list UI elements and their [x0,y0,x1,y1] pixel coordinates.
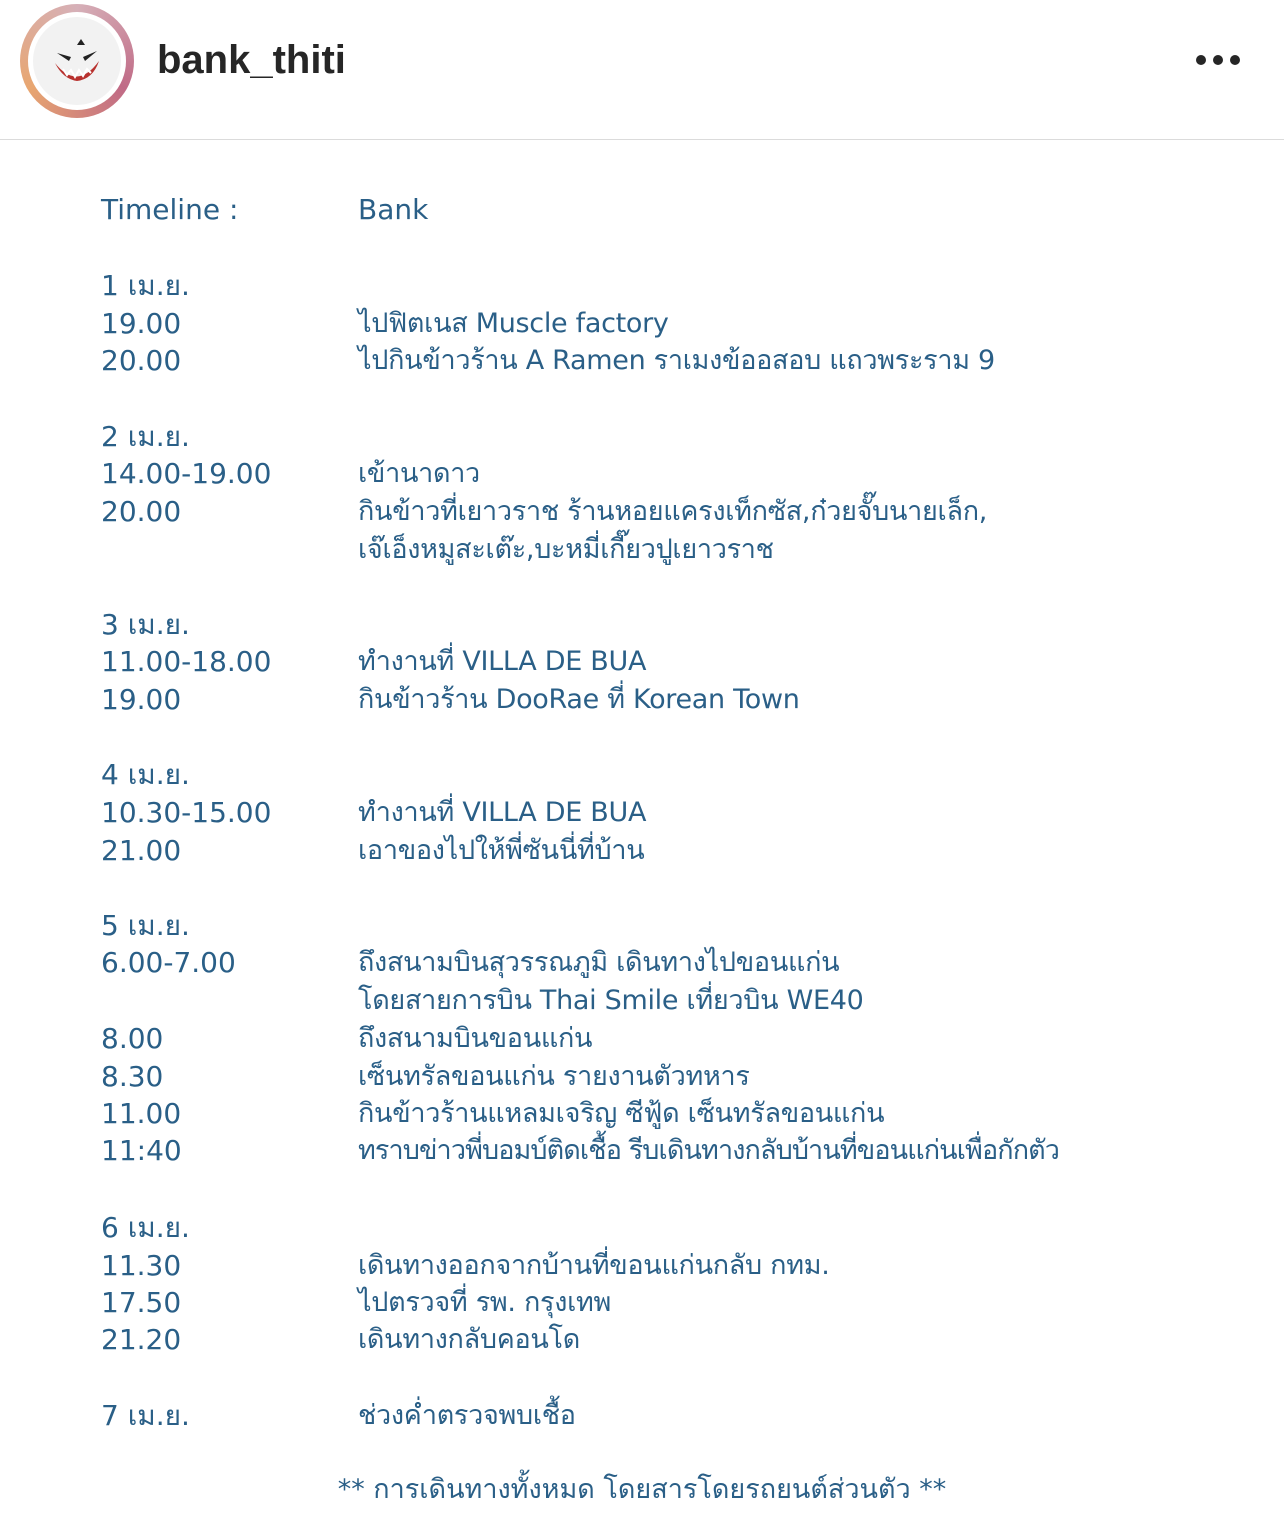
entry-time: 19.00 [101,683,182,716]
entry-text: เดินทางออกจากบ้านที่ขอนแก่นกลับ กทม. [358,1250,830,1281]
entry-time: 10.30-15.00 [101,796,272,829]
timeline-label: Timeline : [101,193,239,226]
entry-time: 11.00 [101,1097,182,1130]
entry-text: ไปกินข้าวร้าน A Ramen ราเมงข้ออสอบ แถวพระราม 9 [358,345,995,376]
more-options-button[interactable] [1188,40,1248,80]
entry-text: ทำงานที่ VILLA DE BUA [358,646,647,677]
footer-note: ** การเดินทางทั้งหมด โดยสารโดยรถยนต์ส่วนตัว ** [337,1474,947,1505]
day-date: 2 เม.ย. [101,420,190,453]
day-date: 3 เม.ย. [101,608,190,641]
day-date: 4 เม.ย. [101,758,190,791]
avatar[interactable] [28,12,126,110]
avatar-story-ring[interactable] [20,4,134,118]
entry-time: 11.30 [101,1249,182,1282]
entry-text: กินข้าวร้านแหลมเจริญ ซีฟู้ด เซ็นทรัลขอนแก่น [358,1098,885,1129]
entry-text: กินข้าวที่เยาวราช ร้านหอยแครงเท็กซัส,ก๋วยจั๊บนายเล็ก, [358,496,988,527]
post-image-timeline [0,141,1284,1539]
entry-time: 20.00 [101,495,182,528]
entry-text: เข้านาดาว [358,458,480,489]
entry-text: เอาของไปให้พี่ซันนี่ที่บ้าน [358,835,645,866]
entry-text: โดยสายการบิน Thai Smile เที่ยวบิน WE40 [358,985,864,1016]
day-date: 1 เม.ย. [101,269,190,302]
post-header [0,0,1284,140]
entry-time: 19.00 [101,307,182,340]
entry-text: ถึงสนามบินขอนแก่น [358,1023,593,1054]
entry-time: 21.20 [101,1323,182,1356]
entry-time: 11.00-18.00 [101,645,272,678]
entry-time: 8.30 [101,1060,164,1093]
day-date: 6 เม.ย. [101,1211,190,1244]
timeline-person: Bank [358,193,429,226]
day-note: ช่วงค่ำตรวจพบเชื้อ [358,1400,576,1431]
entry-text: ถึงสนามบินสุวรรณภูมิ เดินทางไปขอนแก่น [358,947,840,978]
entry-text: ไปฟิตเนส Muscle factory [358,308,669,339]
entry-text: ทราบข่าวพี่บอมบ์ติดเชื้อ รีบเดินทางกลับบ้านที่ขอนแก่นเพื่อกักตัว [358,1135,1060,1166]
entry-time: 6.00-7.00 [101,946,236,979]
entry-time: 14.00-19.00 [101,457,272,490]
day-date: 7 เม.ย. [101,1399,190,1432]
entry-text: เซ็นทรัลขอนแก่น รายงานตัวทหาร [358,1061,750,1092]
joker-face-icon [33,17,121,105]
entry-time: 17.50 [101,1286,182,1319]
entry-text: เดินทางกลับคอนโด [358,1324,580,1355]
entry-time: 20.00 [101,344,182,377]
entry-text: ไปตรวจที่ รพ. กรุงเทพ [358,1287,612,1318]
more-horizontal-icon [1195,54,1241,66]
entry-text: กินข้าวร้าน DooRae ที่ Korean Town [358,684,800,715]
entry-text: ทำงานที่ VILLA DE BUA [358,797,647,828]
entry-time: 11:40 [101,1134,182,1167]
entry-time: 21.00 [101,834,182,867]
username-link[interactable]: bank_thiti [157,38,346,82]
entry-time: 8.00 [101,1022,164,1055]
entry-text: เจ๊เอ็งหมูสะเต๊ะ,บะหมี่เกี๊ยวปูเยาวราช [358,534,774,565]
day-date: 5 เม.ย. [101,909,190,942]
